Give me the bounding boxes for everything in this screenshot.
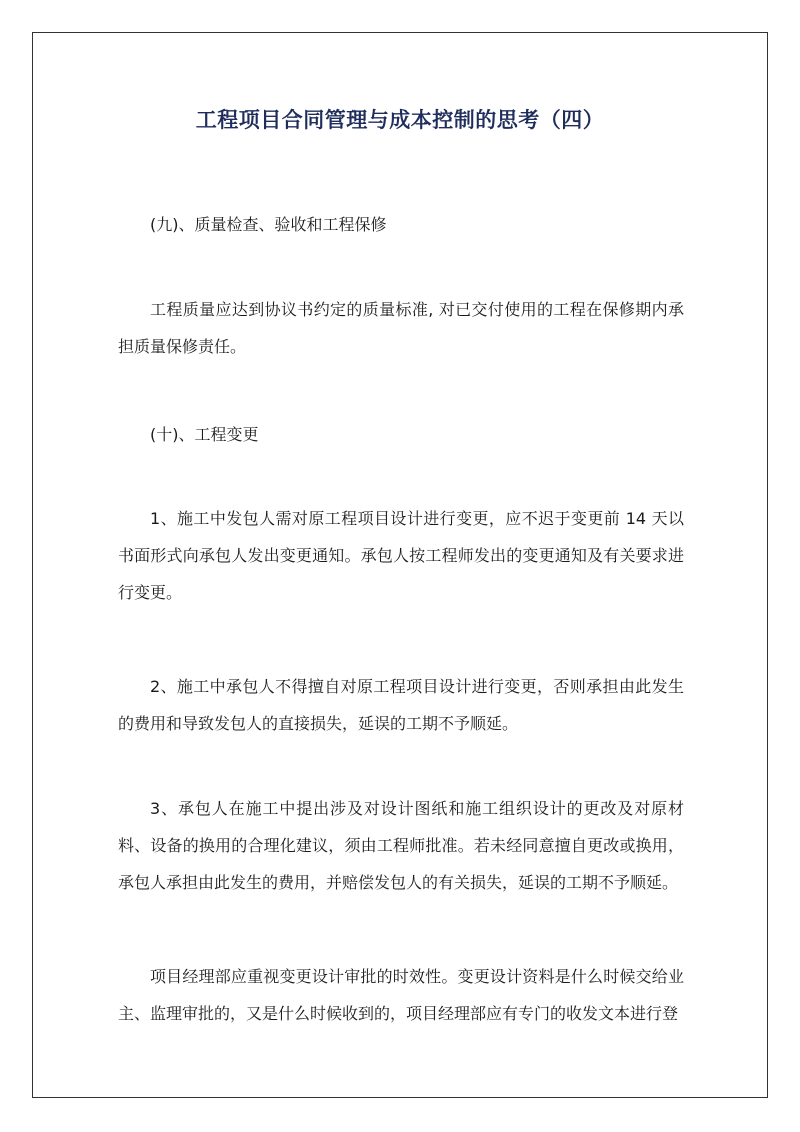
section-heading-9: (九)、质量检查、验收和工程保修 <box>150 215 387 234</box>
paragraph-quality: 工程质量应达到协议书约定的质量标准, 对已交付使用的工程在保修期内承担质量保修责任。 <box>118 300 684 356</box>
paragraph-timeliness: 项目经理部应重视变更设计审批的时效性。变更设计资料是什么时候交给业主、监理审批的，又是什么时候收到的，项目经理部应有专门的收发文本进行登 <box>118 967 684 1023</box>
section-heading-10: (十)、工程变更 <box>150 425 259 444</box>
paragraph-change-3: 3、承包人在施工中提出涉及对设计图纸和施工组织设计的更改及对原材料、设备的换用的合理化建议，须由工程师批准。若未经同意擅自更改或换用，承包人承担由此发生的费用，并赔偿发包人的有关损失，延误的工期不予顺延。 <box>118 799 684 892</box>
document-title: 工程项目合同管理与成本控制的思考（四） <box>195 108 605 132</box>
paragraph-change-1: 1、施工中发包人需对原工程项目设计进行变更，应不迟于变更前 14 天以书面形式向承包人发出变更通知。承包人按工程师发出的变更通知及有关要求进行变更。 <box>118 509 684 602</box>
paragraph-change-2: 2、施工中承包人不得擅自对原工程项目设计进行变更，否则承担由此发生的费用和导致发包人的直接损失，延误的工期不予顺延。 <box>118 677 684 733</box>
